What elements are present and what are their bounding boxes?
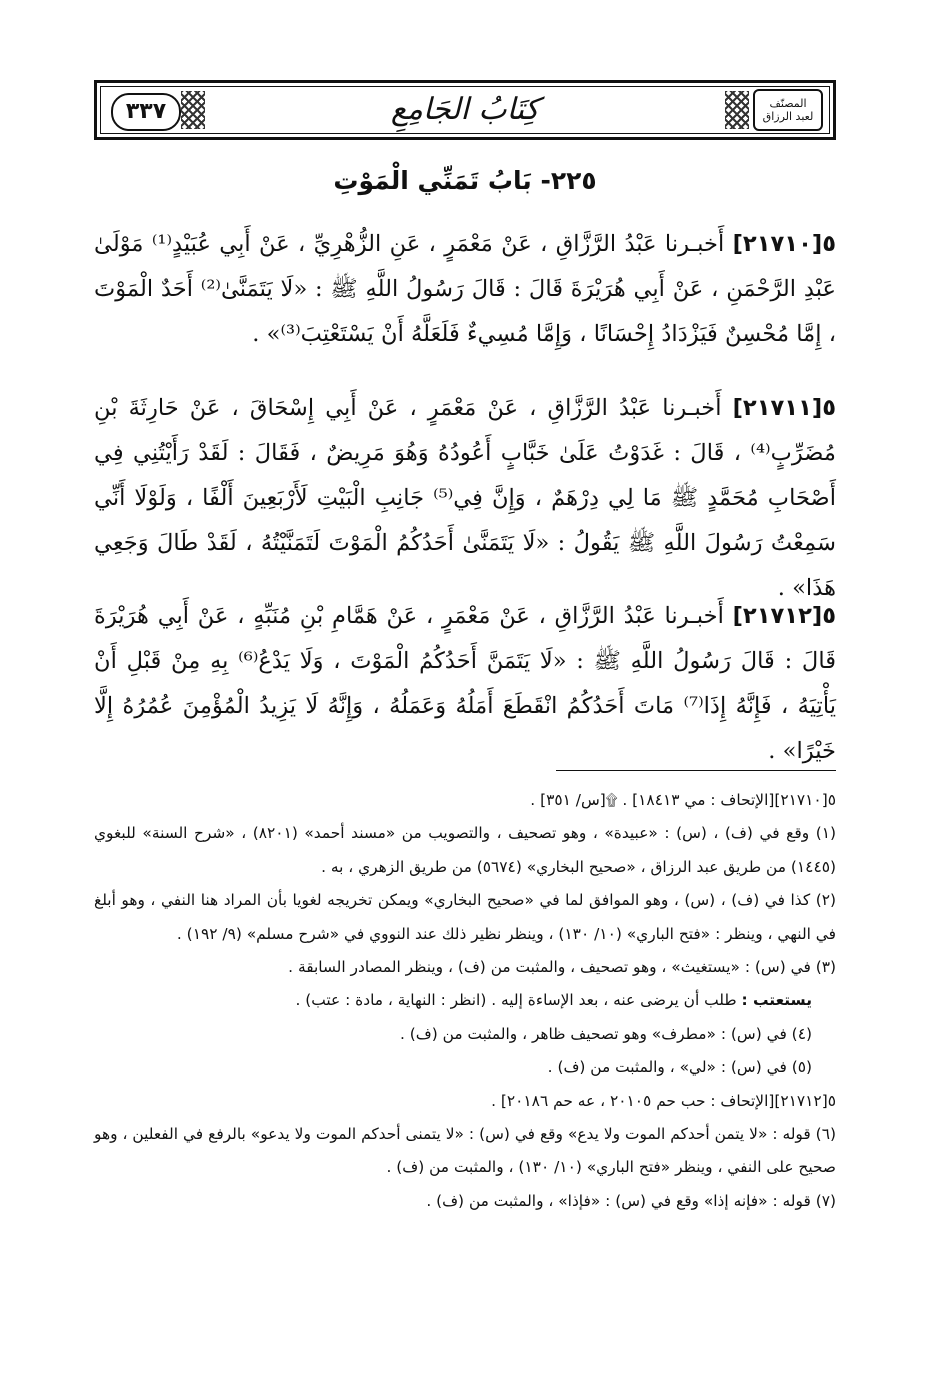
- page-header: [94, 80, 836, 140]
- chapter-title: ٢٢٥- بَابُ تَمَنِّي الْمَوْتِ: [333, 166, 597, 195]
- footnote: ٥[٢١٧١٢][الإتحاف : حب حم ٢٠١٠٥ ، عه حم ٢٠١٨٦] .: [491, 1091, 836, 1110]
- hadith-number: ٥[٢١٧١٠]: [732, 231, 836, 257]
- footnote: (٦) قوله : «لا يتمن أحدكم الموت ولا يدع» وقع في (س) : «لا يتمنى أحدكم الموت ولا يدعو» بالرفع في الفعلين ، وهو صحيح على النفي ، وينظر «فتح الباري» (١٠/ ١٣٠) ، والمثبت من (ف) .: [94, 1125, 836, 1177]
- logo-line-2: لعبد الرزاق: [762, 110, 814, 123]
- footnote: (١) وقع في (ف) ، (س) : «عبيدة» ، وهو تصحيف ، والتصويب من «مسند أحمد» (٨٢٠١) ، «شرح السنة» للبغوي (١٤٤٥) من طريق عبد الرزاق ، «صحيح البخاري» (٥٦٧٤) من طريق الزهري ، به .: [94, 824, 837, 876]
- footnote-definition: [94, 984, 836, 1017]
- footnote: (٣) في (س) : «يستغيث» ، وهو تصحيف ، والمثبت من (ف) ، وينظر المصادر السابقة .: [288, 958, 836, 977]
- footnote: ٥[٢١٧١٠][الإتحاف : مي ١٨٤١٣] . ۩[س/ ٣٥١] .: [530, 791, 836, 809]
- hadith-text: أَخبـرنا عَبْدُ الرَّزَّاقِ ، عَنْ مَعْمَرٍ ، عَنْ هَمَّامِ بْنِ مُنَبِّهٍ ، عَنْ أَبِي هُرَيْرَةَ قَالَ : قَالَ رَسُولُ اللَّهِ ﷺ : «لَا يَتَمَنَّ أَحَدُكُمُ الْمَوْتَ ، وَلَا يَدْعُ⁽⁶⁾ بِهِ مِنْ قَبْلِ أَنْ يَأْتِيَهُ ، فَإِنَّهُ إِذَا⁽⁷⁾ مَاتَ أَحَدُكُمُ انْقَطَعَ أَمَلُهُ وَعَمَلُهُ ، وَإِنَّهُ لَا يَزِيدُ الْمُؤْمِنَ عُمُرُهُ إِلَّا خَيْرًا» .: [94, 603, 836, 764]
- footnote: (٤) في (س) : «مطرف» وهو تصحيف ظاهر ، والمثبت من (ف) .: [400, 1024, 812, 1043]
- footnote-divider: [556, 770, 836, 771]
- hadith-number: ٥[٢١٧١١]: [732, 395, 836, 421]
- hadith-text: أَخبـرنا عَبْدُ الرَّزَّاقِ ، عَنْ مَعْمَرٍ ، عَنْ أَبِي إِسْحَاقَ ، عَنْ حَارِثَةَ بْنِ مُضَرِّبٍ⁽⁴⁾ ، قَالَ : غَدَوْتُ عَلَىٰ خَبَّابٍ أَعُودُهُ وَهُوَ مَرِيضٌ ، فَقَالَ : لَقَدْ رَأَيْتُنِي فِي أَصْحَابِ مُحَمَّدٍ ﷺ مَا لِي دِرْهَمٌ ، وَإِنَّ فِي⁽⁵⁾ جَانِبِ الْبَيْتِ لَأَرْبَعِينَ أَلْفًا ، وَلَوْلَا أَنِّي سَمِعْتُ رَسُولَ اللَّهِ ﷺ يَقُولُ : «لَا يَتَمَنَّىٰ أَحَدُكُمُ الْمَوْتَ لَتَمَنَّيْتُهُ ، لَقَدْ طَالَ وَجَعِي هَذَا» .: [94, 395, 837, 601]
- footnote: (٥) في (س) : «لي» ، والمثبت من (ف) .: [547, 1058, 812, 1077]
- footnote-definition-text: طلب أن يرضى عنه ، بعد الإساءة إليه . (انظر : النهاية ، مادة : عتب) .: [295, 991, 742, 1010]
- hadith-21712: [94, 594, 836, 774]
- footnote: (٧) قوله : «فإنه إذا» وقع في (س) : «فإذا» ، والمثبت من (ف) .: [426, 1191, 836, 1210]
- footnotes: [94, 784, 836, 1218]
- header-ornament-right: [725, 91, 749, 129]
- hadith-text: أَخبـرنا عَبْدُ الرَّزَّاقِ ، عَنْ مَعْمَرٍ ، عَنِ الزُّهْرِيِّ ، عَنْ أَبِي عُبَيْدٍ⁽¹⁾ مَوْلَىٰ عَبْدِ الرَّحْمَنِ ، عَنْ أَبِي هُرَيْرَةَ قَالَ : قَالَ رَسُولُ اللَّهِ ﷺ : «لَا يَتَمَنَّىٰ⁽²⁾ أَحَدٌ الْمَوْتَ ، إِمَّا مُحْسِنٌ فَيَزْدَادُ إِحْسَانًا ، وَإِمَّا مُسِيءٌ فَلَعَلَّهُ أَنْ يَسْتَعْتِبَ⁽³⁾» .: [94, 231, 836, 347]
- page-number: ٣٣٧: [111, 93, 181, 131]
- footnote-term: يستعتب :: [741, 991, 812, 1010]
- hadith-21710: [94, 222, 836, 357]
- book-logo: [753, 89, 823, 131]
- hadith-number: ٥[٢١٧١٢]: [732, 603, 836, 629]
- logo-line-1: المصنّف: [769, 97, 807, 110]
- hadith-21711: [94, 386, 836, 611]
- header-ornament-left: [181, 91, 205, 129]
- book-title: كِتَابُ الجَامِعِ: [390, 92, 540, 127]
- footnote: (٢) كذا في (ف) ، (س) ، وهو الموافق لما في «صحيح البخاري» ويمكن تخريجه لغويا بأن المراد هنا النفي ، وهو أبلغ في النهي ، وينظر : «فتح الباري» (١٠/ ١٣٠) ، وينظر نظير ذلك عند النووي في «شرح مسلم» (٩/ ١٩٢) .: [94, 891, 836, 943]
